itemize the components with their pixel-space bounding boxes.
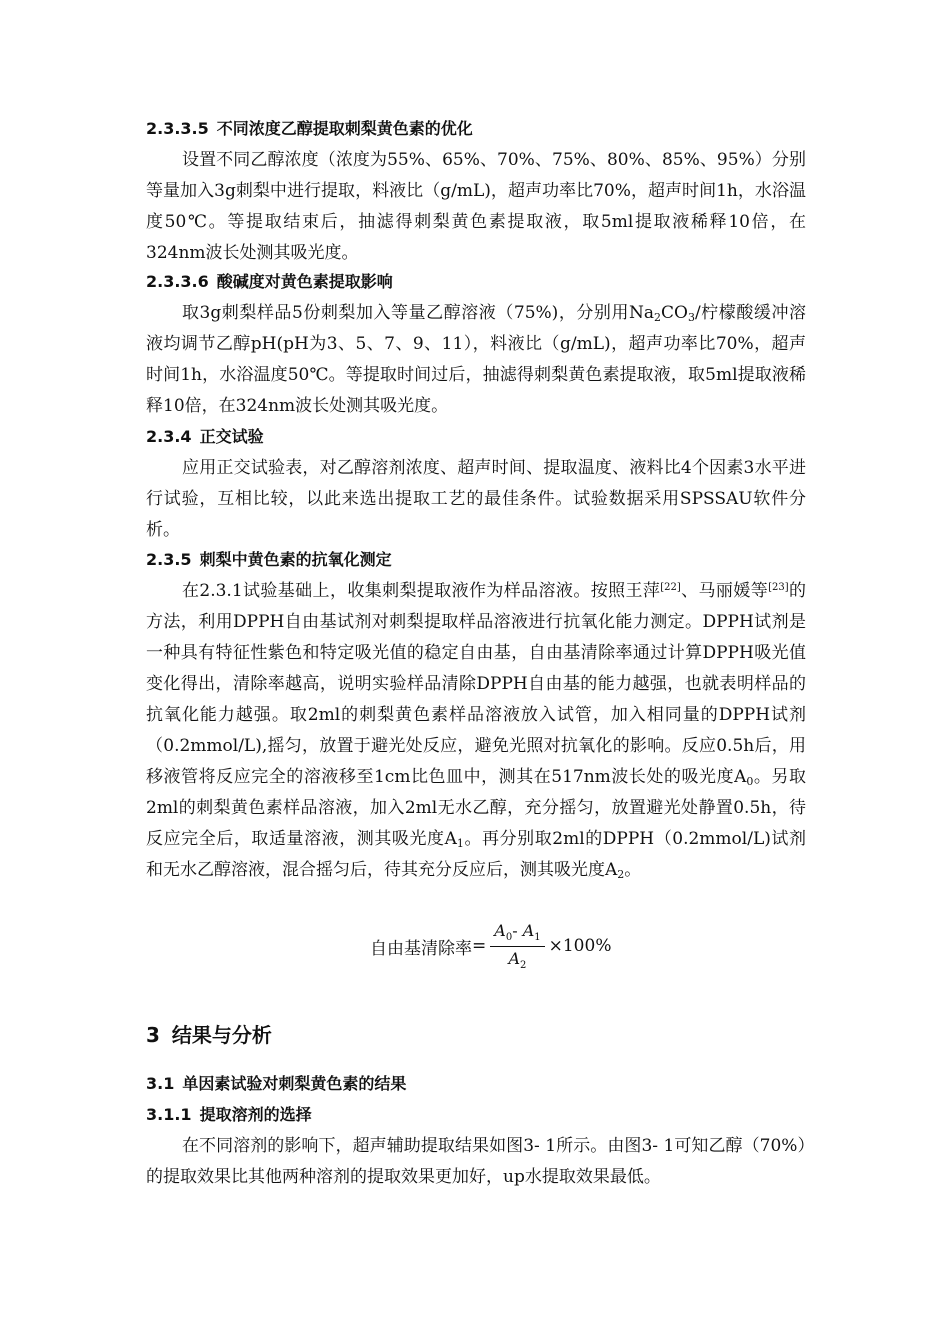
section-title: 单因素试验对刺梨黄色素的结果 — [182, 1074, 407, 1093]
scavenging-rate-formula — [370, 916, 611, 976]
section-heading-3-1 — [146, 1073, 406, 1095]
section-number: 3 — [146, 1023, 160, 1047]
section-heading-2-3-3-5 — [146, 118, 473, 140]
formula-fraction — [490, 921, 544, 970]
section-title: 不同浓度乙醇提取刺梨黄色素的优化 — [216, 119, 473, 138]
section-title: 结果与分析 — [171, 1023, 272, 1047]
formula-equals: = — [472, 936, 487, 956]
section-title: 刺梨中黄色素的抗氧化测定 — [199, 550, 392, 569]
formula-times: ×100% — [548, 936, 612, 956]
paragraph-ph-effect: 取3g刺梨样品5份刺梨加入等量乙醇溶液（75%)，分别用$Na_2CO_3/$柠檬酸缓冲溶液均调节乙醇pH(pH为3、5、7、9、11），料液比（g/mL)，超声功率比70%，超声时间1h，水浴温度50℃。等提取时间过后，抽滤得刺梨黄色素提取液，取5ml提取液稀释10倍，在324nm波长处测其吸光度。 — [146, 303, 806, 416]
formula-denominator: $A_2$ — [508, 948, 527, 971]
section-title: 提取溶剂的选择 — [199, 1105, 312, 1124]
paragraph-solvent-selection: 在不同溶剂的影响下，超声辅助提取结果如图3- 1所示。由图3- 1可知乙醇（70%）的提取效果比其他两种溶剂的提取效果更加好，up水提取效果最低。 — [146, 1136, 806, 1187]
paragraph-antioxidant: 在2.3.1试验基础上，收集刺梨提取液作为样品溶液。按照王萍[22]、马丽媛等[23]的方法，利用DPPH自由基试剂对刺梨提取样品溶液进行抗氧化能力测定。DPPH试剂是一种具有特征性紫色和特定吸光值的稳定自由基，自由基清除率通过计算DPPH吸光值变化得出，清除率越高，说明实验样品清除DPPH自由基的能力越强，也就表明样品的抗氧化能力越强。取2ml的刺梨黄色素样品溶液放入试管，加入相同量的DPPH试剂（0.2mmol/L),摇匀，放置于避光处反应，避免光照对抗氧化的影响。反应0.5h后，用移液管将反应完全的溶液移至1cm比色皿中，测其在517nm波长处的吸光度$A_0$。另取2ml的刺梨黄色素样品溶液，加入2ml无水乙醇，充分摇匀，放置避光处静置0.5h，待反应完全后，取适量溶液，测其吸光度$A_1$。再分别取2ml的DPPH（0.2mmol/L)试剂和无水乙醇溶液，混合摇匀后，待其充分反应后，测其吸光度$A_2$。 — [146, 581, 807, 881]
paragraph-ethanol-concentration: 设置不同乙醇浓度（浓度为55%、65%、70%、75%、80%、85%、95%）分别等量加入3g刺梨中进行提取，料液比（g/mL)，超声功率比70%，超声时间1h，水浴温度50℃。等提取结束后，抽滤得刺梨黄色素提取液，取5ml提取液稀释10倍，在324nm波长处测其吸光度。 — [146, 150, 806, 263]
section-number: 2.3.5 — [146, 550, 192, 569]
formula-numerator: $A_0-$ $A_1$ — [490, 921, 544, 946]
paragraph-orthogonal-test: 应用正交试验表，对乙醇溶剂浓度、超声时间、提取温度、液料比4个因素3水平进行试验，互相比较，以此来选出提取工艺的最佳条件。试验数据采用SPSSAU软件分析。 — [146, 458, 806, 540]
section-number: 3.1 — [146, 1074, 175, 1093]
section-heading-3-1-1 — [146, 1104, 312, 1126]
section-title: 正交试验 — [199, 427, 264, 446]
section-heading-2-3-3-6 — [146, 271, 393, 293]
section-number: 2.3.3.5 — [146, 119, 209, 138]
formula-label: 自由基清除率 — [370, 938, 472, 959]
section-number: 2.3.4 — [146, 427, 192, 446]
section-title: 酸碱度对黄色素提取影响 — [216, 272, 393, 291]
section-heading-2-3-5 — [146, 549, 392, 571]
section-heading-3 — [146, 1022, 272, 1048]
section-number: 3.1.1 — [146, 1105, 192, 1124]
section-number: 2.3.3.6 — [146, 272, 209, 291]
section-heading-2-3-4 — [146, 426, 264, 448]
